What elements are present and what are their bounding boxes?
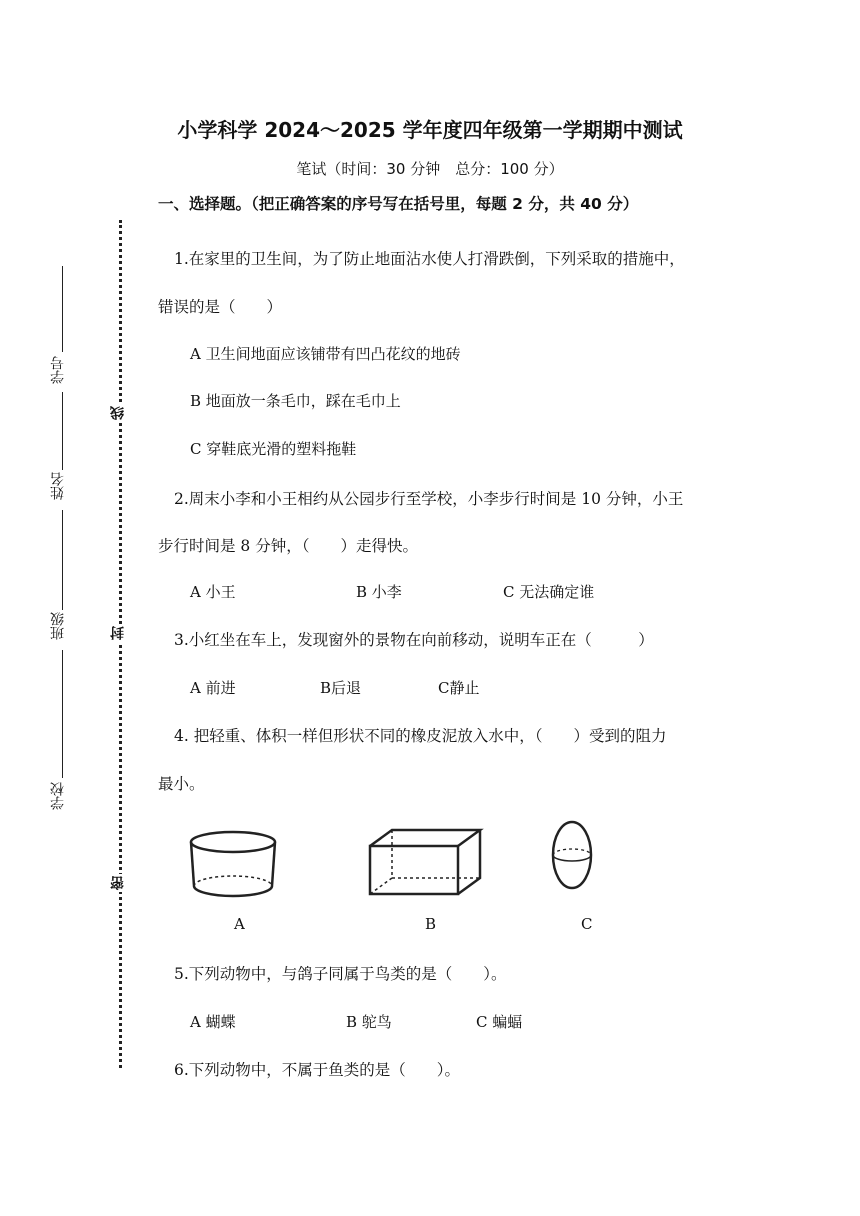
question-5-option-c: C 蝙蝠 — [476, 1013, 523, 1031]
field-line — [62, 650, 63, 778]
cylinder-figure — [186, 828, 280, 902]
field-line — [62, 266, 63, 352]
question-2-option-c: C 无法确定谁 — [503, 583, 595, 601]
field-label-student-id: 学号 — [50, 356, 66, 384]
exam-subtitle: 笔试（时间：30 分钟 总分：100 分） — [296, 160, 564, 178]
figure-label-a: A — [234, 915, 245, 933]
question-1-line2: 错误的是（ ） — [158, 298, 283, 316]
figure-label-b: B — [425, 915, 437, 933]
question-6-line1: 6.下列动物中，不属于鱼类的是（ ）。 — [174, 1061, 461, 1079]
question-3-option-c: C静止 — [438, 679, 480, 697]
question-3-option-a: A 前进 — [190, 679, 236, 697]
question-2-line1: 2.周末小李和小王相约从公园步行至学校，小李步行时间是 10 分钟，小王 — [174, 490, 684, 508]
question-1-option-a: A 卫生间地面应该铺带有凹凸花纹的地砖 — [190, 345, 461, 363]
field-line — [62, 510, 63, 610]
question-4-line1: 4. 把轻重、体积一样但形状不同的橡皮泥放入水中，（ ）受到的阻力 — [174, 727, 667, 745]
seal-dotted-line — [119, 220, 122, 1068]
field-label-class: 班级 — [50, 612, 66, 640]
figure-label-c: C — [581, 915, 593, 933]
seal-char-line: 线 — [110, 406, 126, 420]
question-3-line1: 3.小红坐在车上，发现窗外的景物在向前移动，说明车正在（ ） — [174, 631, 654, 649]
question-3-option-b: B后退 — [320, 679, 362, 697]
question-5-option-a: A 蝴蝶 — [190, 1013, 236, 1031]
ellipsoid-figure — [548, 818, 596, 892]
question-5-option-b: B 鸵鸟 — [346, 1013, 392, 1031]
section-heading: 一、选择题。（把正确答案的序号写在括号里，每题 2 分，共 40 分） — [158, 195, 639, 213]
seal-char-close: 密 — [110, 876, 126, 890]
question-1-line1: 1.在家里的卫生间，为了防止地面沾水使人打滑跌倒，下列采取的措施中， — [174, 250, 685, 268]
question-2-option-b: B 小李 — [356, 583, 402, 601]
question-2-line2: 步行时间是 8 分钟，（ ）走得快。 — [158, 537, 418, 555]
question-4-line2: 最小。 — [158, 775, 205, 793]
question-1-option-c: C 穿鞋底光滑的塑料拖鞋 — [190, 440, 357, 458]
question-1-option-b: B 地面放一条毛巾，踩在毛巾上 — [190, 392, 401, 410]
field-label-school: 学校 — [50, 782, 66, 810]
question-2-option-a: A 小王 — [190, 583, 236, 601]
exam-title: 小学科学 2024～2025 学年度四年级第一学期期中测试 — [177, 118, 683, 142]
seal-char-seal: 封 — [110, 626, 126, 640]
question-5-line1: 5.下列动物中，与鸽子同属于鸟类的是（ ）。 — [174, 965, 507, 983]
cuboid-figure — [366, 826, 486, 898]
field-line — [62, 392, 63, 470]
field-label-name: 姓名 — [50, 472, 66, 500]
